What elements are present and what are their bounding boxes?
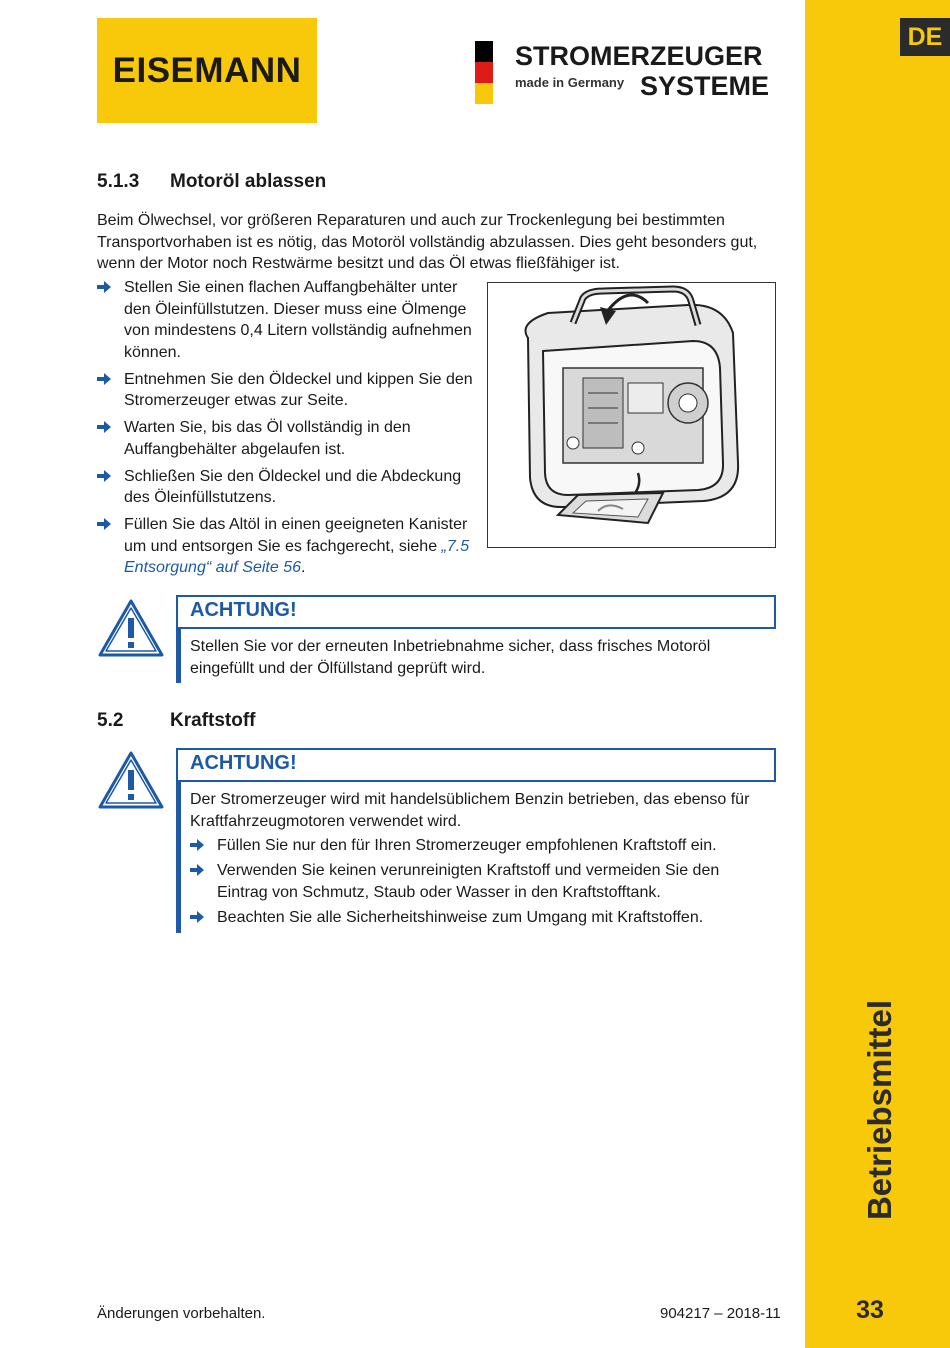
- list-item: Beachten Sie alle Sicherheitshinweise zum Umgang mit Kraftstoffen.: [190, 907, 770, 929]
- footer-disclaimer: Änderungen vorbehalten.: [97, 1305, 266, 1322]
- warning-triangle-icon: [97, 598, 165, 658]
- language-tab: DE: [900, 18, 950, 56]
- intro-paragraph: Beim Ölwechsel, vor größeren Reparaturen und auch zur Trockenlegung bei bestimmten Transportvorhaben ist es nötig, das Motoröl vollständig abzulassen. Dies geht besonders gut, wenn der Motor noch Restwärme besitzt und das Öl etwas fließfähiger ist.: [97, 212, 758, 272]
- warning-triangle-icon: [97, 750, 165, 810]
- arrow-right-icon: [190, 839, 204, 851]
- generator-drawing: [488, 283, 775, 547]
- arrow-right-icon: [97, 518, 111, 530]
- section-title: Motoröl ablassen: [170, 171, 327, 192]
- notice-title-box: [176, 748, 776, 782]
- notice-title-box: [176, 595, 776, 629]
- notice-list: [190, 835, 770, 932]
- list-item: Füllen Sie nur den für Ihren Stromerzeuger empfohlenen Kraftstoff ein.: [190, 835, 770, 857]
- list-item: Warten Sie, bis das Öl vollständig in den Auffangbehälter abgelaufen ist.: [97, 417, 482, 460]
- section-title: Kraftstoff: [170, 710, 256, 731]
- arrow-right-icon: [97, 470, 111, 482]
- section-heading-52: [97, 710, 256, 732]
- list-item: Entnehmen Sie den Öldeckel und kippen Sie den Stromerzeuger etwas zur Seite.: [97, 369, 482, 412]
- list-item: Verwenden Sie keinen verunreinigten Kraftstoff und vermeiden Sie den Eintrag von Schmutz, Staub oder Wasser in den Kraftstofftank.: [190, 860, 770, 903]
- notice-title: ACHTUNG!: [190, 752, 297, 774]
- list-item: Stellen Sie einen flachen Auffangbehälter unter den Öleinfüllstutzen. Dieser muss eine Ölmenge von mindestens 0,4 Litern vollständig aufnehmen können.: [97, 277, 482, 363]
- arrow-right-icon: [190, 864, 204, 876]
- generator-illustration: [487, 282, 776, 548]
- brand-title-line2: SYSTEME: [640, 71, 770, 101]
- eisemann-logo: [97, 18, 317, 123]
- arrow-right-icon: [97, 373, 111, 385]
- footer-doc-number: 904217 – 2018-11: [660, 1305, 781, 1322]
- brand-title-line1: STROMERZEUGER: [515, 41, 763, 71]
- notice-text: Der Stromerzeuger wird mit handelsüblichem Benzin betrieben, das ebenso für Kraftfahrzeugmotoren verwendet wird.: [190, 791, 750, 830]
- list-item: Schließen Sie den Öldeckel und die Abdeckung des Öleinfüllstutzens.: [97, 466, 482, 509]
- section-number: 5.2: [97, 710, 124, 731]
- logo-text: EISEMANN: [112, 50, 302, 90]
- chapter-title: Betriebsmittel: [861, 999, 898, 1221]
- section-heading-513: [97, 171, 326, 193]
- brand-made-in-germany: made in Germany: [515, 75, 625, 90]
- german-flag-icon: [475, 41, 493, 104]
- arrow-right-icon: [190, 911, 204, 923]
- section-number: 5.1.3: [97, 171, 140, 192]
- list-item: Füllen Sie das Altöl in einen geeigneten Kanister um und entsorgen Sie es fachgerecht, siehe „7.5 Entsorgung“ auf Seite 56.: [97, 514, 482, 579]
- step-list: [97, 277, 482, 584]
- arrow-right-icon: [97, 421, 111, 433]
- notice-text: Stellen Sie vor der erneuten Inbetriebnahme sicher, dass frisches Motoröl eingefüllt und der Ölfüllstand geprüft wird.: [190, 638, 711, 677]
- arrow-right-icon: [97, 281, 111, 293]
- notice-title: ACHTUNG!: [190, 599, 297, 621]
- cross-reference-link[interactable]: „7.5 Entsorgung“ auf Seite 56: [124, 537, 470, 576]
- page-number: 33: [856, 1296, 884, 1324]
